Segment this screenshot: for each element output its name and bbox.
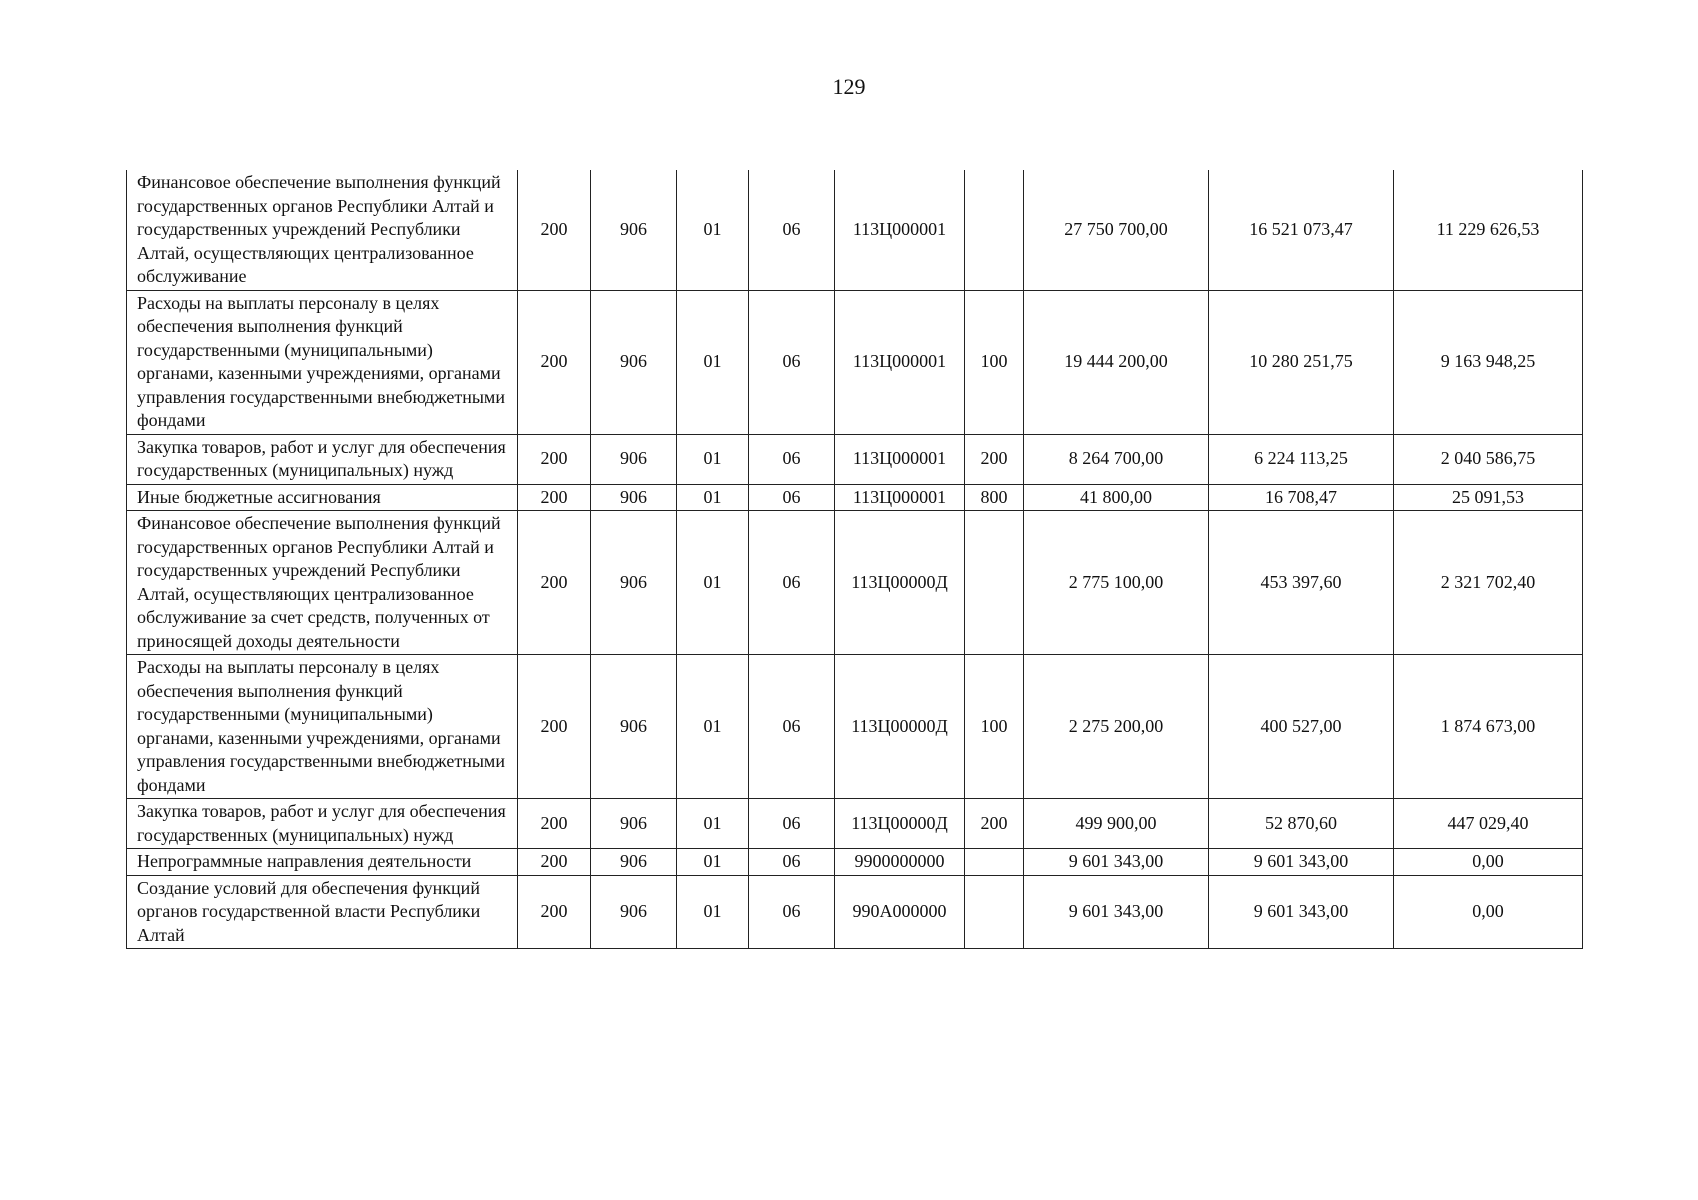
cell-fact: 16 521 073,47 — [1209, 170, 1394, 290]
row-name: Непрограммные направления деятельности — [127, 849, 518, 876]
cell-col3: 01 — [677, 655, 749, 799]
cell-vr — [965, 170, 1024, 290]
cell-col4: 06 — [749, 170, 835, 290]
cell-rest: 447 029,40 — [1394, 799, 1583, 849]
cell-col2: 906 — [591, 290, 677, 434]
cell-fact: 6 224 113,25 — [1209, 434, 1394, 484]
table-row — [127, 170, 1583, 290]
cell-code: 113Ц00000Д — [835, 799, 965, 849]
cell-col3: 01 — [677, 875, 749, 949]
cell-vr: 100 — [965, 655, 1024, 799]
cell-plan: 19 444 200,00 — [1024, 290, 1209, 434]
cell-col4: 06 — [749, 511, 835, 655]
row-name: Финансовое обеспечение выполнения функций государственных органов Республики Алтай и государственных учреждений Республики Алтай, осуществляющих централизованное обслуживание за счет средств, полученных от приносящей доходы деятельности — [127, 511, 518, 655]
row-name: Иные бюджетные ассигнования — [127, 484, 518, 511]
cell-code: 113Ц00000Д — [835, 511, 965, 655]
cell-plan: 9 601 343,00 — [1024, 875, 1209, 949]
cell-vr: 100 — [965, 290, 1024, 434]
cell-col4: 06 — [749, 434, 835, 484]
cell-rest: 2 040 586,75 — [1394, 434, 1583, 484]
row-name: Расходы на выплаты персоналу в целях обеспечения выполнения функций государственными (муниципальными) органами, казенными учреждениями, органами управления государственными внебюджетными фондами — [127, 655, 518, 799]
cell-code: 113Ц000001 — [835, 170, 965, 290]
cell-plan: 9 601 343,00 — [1024, 849, 1209, 876]
table-row — [127, 434, 1583, 484]
cell-col1: 200 — [518, 655, 591, 799]
cell-col3: 01 — [677, 434, 749, 484]
table-row — [127, 484, 1583, 511]
cell-col2: 906 — [591, 170, 677, 290]
cell-code: 113Ц000001 — [835, 434, 965, 484]
cell-col1: 200 — [518, 170, 591, 290]
cell-rest: 0,00 — [1394, 849, 1583, 876]
cell-col1: 200 — [518, 799, 591, 849]
cell-fact: 52 870,60 — [1209, 799, 1394, 849]
cell-col4: 06 — [749, 655, 835, 799]
cell-rest: 2 321 702,40 — [1394, 511, 1583, 655]
cell-col2: 906 — [591, 434, 677, 484]
cell-col1: 200 — [518, 484, 591, 511]
row-name: Создание условий для обеспечения функций органов государственной власти Республики Алтай — [127, 875, 518, 949]
cell-code: 990А000000 — [835, 875, 965, 949]
cell-vr — [965, 511, 1024, 655]
cell-col2: 906 — [591, 849, 677, 876]
cell-col3: 01 — [677, 170, 749, 290]
cell-code: 113Ц00000Д — [835, 655, 965, 799]
cell-code: 113Ц000001 — [835, 484, 965, 511]
cell-col4: 06 — [749, 875, 835, 949]
cell-code: 113Ц000001 — [835, 290, 965, 434]
cell-vr: 200 — [965, 799, 1024, 849]
row-name: Финансовое обеспечение выполнения функций государственных органов Республики Алтай и государственных учреждений Республики Алтай, осуществляющих централизованное обслуживание — [127, 170, 518, 290]
cell-col2: 906 — [591, 655, 677, 799]
cell-col2: 906 — [591, 799, 677, 849]
cell-col3: 01 — [677, 849, 749, 876]
cell-rest: 9 163 948,25 — [1394, 290, 1583, 434]
table-row — [127, 799, 1583, 849]
cell-plan: 8 264 700,00 — [1024, 434, 1209, 484]
cell-code: 9900000000 — [835, 849, 965, 876]
cell-col4: 06 — [749, 484, 835, 511]
cell-col4: 06 — [749, 799, 835, 849]
row-name: Расходы на выплаты персоналу в целях обеспечения выполнения функций государственными (муниципальными) органами, казенными учреждениями, органами управления государственными внебюджетными фондами — [127, 290, 518, 434]
cell-col4: 06 — [749, 849, 835, 876]
cell-plan: 499 900,00 — [1024, 799, 1209, 849]
cell-rest: 1 874 673,00 — [1394, 655, 1583, 799]
table-row — [127, 511, 1583, 655]
cell-col1: 200 — [518, 849, 591, 876]
cell-rest: 25 091,53 — [1394, 484, 1583, 511]
cell-col3: 01 — [677, 511, 749, 655]
cell-vr — [965, 849, 1024, 876]
cell-col4: 06 — [749, 290, 835, 434]
cell-col2: 906 — [591, 511, 677, 655]
cell-col1: 200 — [518, 511, 591, 655]
cell-col2: 906 — [591, 484, 677, 511]
cell-col2: 906 — [591, 875, 677, 949]
cell-col3: 01 — [677, 484, 749, 511]
cell-rest: 11 229 626,53 — [1394, 170, 1583, 290]
table-row — [127, 655, 1583, 799]
row-name: Закупка товаров, работ и услуг для обеспечения государственных (муниципальных) нужд — [127, 799, 518, 849]
cell-fact: 453 397,60 — [1209, 511, 1394, 655]
cell-rest: 0,00 — [1394, 875, 1583, 949]
table-row — [127, 849, 1583, 876]
row-name: Закупка товаров, работ и услуг для обеспечения государственных (муниципальных) нужд — [127, 434, 518, 484]
cell-col3: 01 — [677, 290, 749, 434]
cell-vr: 200 — [965, 434, 1024, 484]
table-row — [127, 875, 1583, 949]
cell-vr — [965, 875, 1024, 949]
budget-table — [126, 170, 1583, 949]
cell-col3: 01 — [677, 799, 749, 849]
table-row — [127, 290, 1583, 434]
cell-col1: 200 — [518, 875, 591, 949]
cell-plan: 27 750 700,00 — [1024, 170, 1209, 290]
cell-plan: 41 800,00 — [1024, 484, 1209, 511]
page-number: 129 — [832, 74, 866, 99]
cell-vr: 800 — [965, 484, 1024, 511]
cell-fact: 9 601 343,00 — [1209, 875, 1394, 949]
cell-fact: 9 601 343,00 — [1209, 849, 1394, 876]
cell-col1: 200 — [518, 290, 591, 434]
cell-plan: 2 275 200,00 — [1024, 655, 1209, 799]
cell-fact: 400 527,00 — [1209, 655, 1394, 799]
cell-col1: 200 — [518, 434, 591, 484]
cell-plan: 2 775 100,00 — [1024, 511, 1209, 655]
cell-fact: 16 708,47 — [1209, 484, 1394, 511]
cell-fact: 10 280 251,75 — [1209, 290, 1394, 434]
